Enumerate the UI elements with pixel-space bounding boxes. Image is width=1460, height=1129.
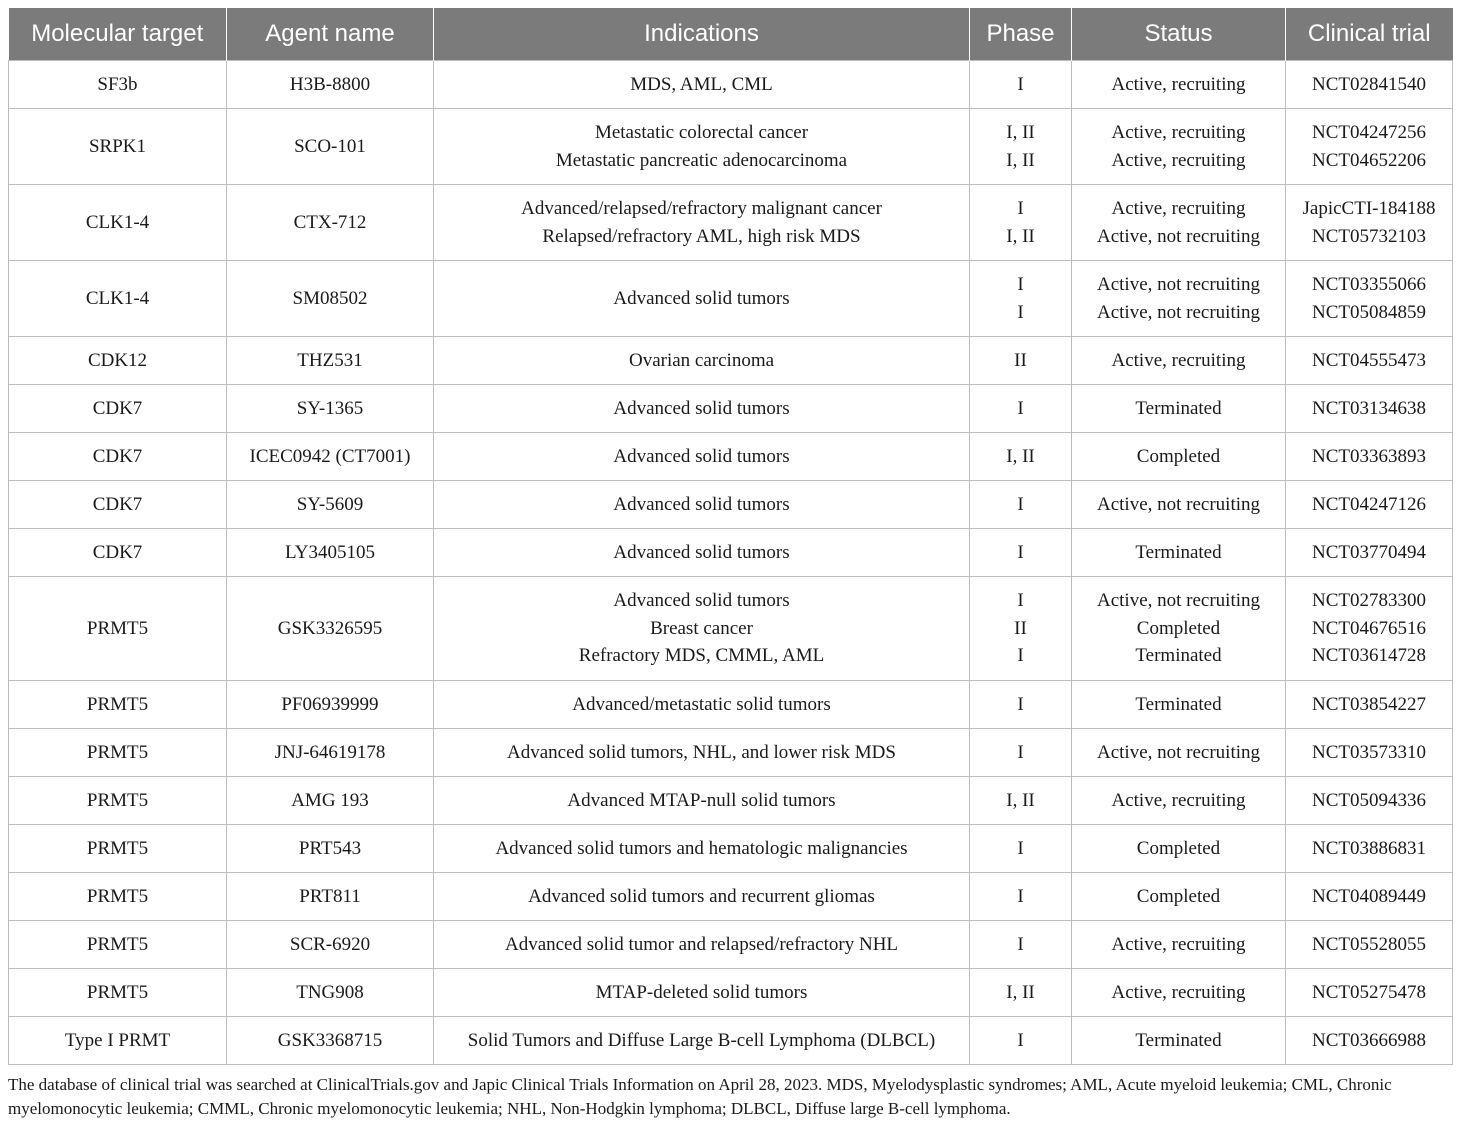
- cell-clinical-trial: [1286, 777, 1453, 825]
- cell-indications-line: Metastatic colorectal cancer: [594, 122, 809, 143]
- cell-phase-line: I: [1017, 590, 1024, 612]
- cell-agent-name: THZ531: [227, 337, 434, 385]
- cell-phase: [970, 729, 1072, 777]
- cell-indications: [434, 337, 970, 385]
- cell-molecular-target: PRMT5: [9, 825, 227, 873]
- cell-phase-line: I: [1017, 541, 1024, 563]
- cell-phase-line: I: [1017, 693, 1024, 715]
- cell-molecular-target: CDK7: [9, 481, 227, 529]
- header-indications: Indications: [434, 8, 970, 61]
- table-row: [9, 825, 1453, 873]
- cell-molecular-target: CLK1-4: [9, 185, 227, 261]
- cell-phase: [970, 61, 1072, 109]
- cell-phase-line: I, II: [1006, 981, 1035, 1003]
- cell-indications-line: Advanced solid tumors: [613, 397, 790, 419]
- table-row: [9, 337, 1453, 385]
- cell-clinical-trial-line: NCT03854227: [1312, 693, 1426, 715]
- cell-status-line: Active, recruiting: [1111, 73, 1246, 95]
- cell-status-line: Active, not recruiting: [1096, 301, 1261, 323]
- cell-clinical-trial: [1286, 1017, 1453, 1065]
- cell-agent-name: LY3405105: [227, 529, 434, 577]
- cell-molecular-target: PRMT5: [9, 777, 227, 825]
- cell-phase-line: I: [1017, 885, 1024, 907]
- cell-indications-line: MDS, AML, CML: [630, 73, 773, 95]
- cell-indications-line: Advanced solid tumors: [613, 445, 790, 467]
- cell-phase-line: I: [1017, 493, 1024, 515]
- table-row: [9, 61, 1453, 109]
- cell-indications: [434, 873, 970, 921]
- cell-status-line: Completed: [1136, 617, 1221, 639]
- cell-indications: [434, 185, 970, 261]
- cell-indications: [434, 777, 970, 825]
- cell-status-line: Active, recruiting: [1111, 981, 1246, 1003]
- cell-molecular-target: SF3b: [9, 61, 227, 109]
- cell-agent-name: PRT811: [227, 873, 434, 921]
- cell-status-line: Active, recruiting: [1111, 933, 1246, 955]
- cell-status-line: Active, recruiting: [1111, 122, 1246, 143]
- cell-status: [1072, 681, 1286, 729]
- table-row: [9, 729, 1453, 777]
- table-row: [9, 1017, 1453, 1065]
- cell-agent-name: PRT543: [227, 825, 434, 873]
- cell-agent-name: H3B-8800: [227, 61, 434, 109]
- cell-molecular-target: PRMT5: [9, 969, 227, 1017]
- cell-indications-line: Advanced solid tumors: [613, 493, 790, 515]
- cell-indications-line: Advanced MTAP-null solid tumors: [567, 789, 836, 811]
- cell-clinical-trial-line: NCT05084859: [1312, 301, 1426, 323]
- cell-clinical-trial-line: NCT04089449: [1312, 885, 1426, 907]
- cell-molecular-target: PRMT5: [9, 873, 227, 921]
- cell-clinical-trial: [1286, 825, 1453, 873]
- cell-clinical-trial-line: NCT03614728: [1312, 645, 1426, 667]
- cell-phase-line: I, II: [1006, 445, 1035, 467]
- cell-phase-line: I: [1017, 645, 1024, 667]
- cell-clinical-trial: [1286, 681, 1453, 729]
- cell-agent-name: SY-5609: [227, 481, 434, 529]
- table-row: [9, 529, 1453, 577]
- cell-status-line: Active, not recruiting: [1096, 274, 1261, 295]
- cell-molecular-target: PRMT5: [9, 921, 227, 969]
- cell-status: [1072, 61, 1286, 109]
- table-row: [9, 873, 1453, 921]
- cell-molecular-target: PRMT5: [9, 577, 227, 681]
- cell-agent-name: SCO-101: [227, 109, 434, 185]
- cell-phase: [970, 825, 1072, 873]
- table-row: [9, 261, 1453, 337]
- cell-phase: [970, 433, 1072, 481]
- cell-clinical-trial-line: NCT02783300: [1312, 590, 1426, 612]
- cell-indications: [434, 61, 970, 109]
- cell-molecular-target: CDK7: [9, 433, 227, 481]
- cell-clinical-trial-line: NCT04247126: [1312, 493, 1426, 515]
- cell-agent-name: AMG 193: [227, 777, 434, 825]
- cell-status: [1072, 777, 1286, 825]
- cell-status: [1072, 969, 1286, 1017]
- cell-phase: [970, 1017, 1072, 1065]
- cell-phase: [970, 969, 1072, 1017]
- cell-status: [1072, 337, 1286, 385]
- table-row: [9, 385, 1453, 433]
- cell-indications: [434, 577, 970, 681]
- cell-status-line: Active, not recruiting: [1096, 590, 1261, 612]
- cell-status: [1072, 385, 1286, 433]
- cell-phase-line: I: [1017, 837, 1024, 859]
- cell-indications-line: Advanced solid tumors and hematologic malignancies: [495, 837, 908, 859]
- table-footnote: The database of clinical trial was searched at ClinicalTrials.gov and Japic Clinical Trials Information on April 28, 2023. MDS, Myelodysplastic syndromes; AML, Acute myeloid leukemia; CML, Chronic myelomonocytic leukemia; CMML, Chronic myelomonocytic leukemia; NHL, Non-Hodgkin lymphoma; DLBCL, Diffuse large B-cell lymphoma.: [8, 1075, 1392, 1118]
- cell-clinical-trial-line: NCT03666988: [1312, 1029, 1426, 1051]
- cell-phase-line: I: [1017, 933, 1024, 955]
- cell-phase: [970, 337, 1072, 385]
- cell-indications-line: MTAP-deleted solid tumors: [595, 981, 808, 1003]
- cell-indications: [434, 1017, 970, 1065]
- cell-clinical-trial: [1286, 873, 1453, 921]
- cell-molecular-target: CDK12: [9, 337, 227, 385]
- cell-clinical-trial: [1286, 385, 1453, 433]
- cell-clinical-trial-line: NCT04247256: [1312, 122, 1426, 143]
- cell-indications-line: Advanced solid tumor and relapsed/refractory NHL: [504, 933, 899, 955]
- cell-agent-name: SCR-6920: [227, 921, 434, 969]
- cell-clinical-trial: [1286, 61, 1453, 109]
- cell-clinical-trial: [1286, 481, 1453, 529]
- cell-status: [1072, 529, 1286, 577]
- cell-phase: [970, 777, 1072, 825]
- cell-status: [1072, 433, 1286, 481]
- cell-status-line: Terminated: [1135, 397, 1222, 419]
- cell-phase-line: II: [1014, 617, 1027, 639]
- cell-agent-name: JNJ-64619178: [227, 729, 434, 777]
- cell-status: [1072, 185, 1286, 261]
- cell-phase-line: I: [1017, 1029, 1024, 1051]
- header-agent-name: Agent name: [227, 8, 434, 61]
- cell-clinical-trial-line: NCT04652206: [1312, 149, 1426, 171]
- table-row: [9, 577, 1453, 681]
- cell-phase-line: I, II: [1006, 789, 1035, 811]
- cell-clinical-trial: [1286, 529, 1453, 577]
- cell-agent-name: CTX-712: [227, 185, 434, 261]
- cell-phase: [970, 385, 1072, 433]
- cell-clinical-trial: [1286, 577, 1453, 681]
- table-row: [9, 433, 1453, 481]
- header-molecular-target: Molecular target: [9, 8, 227, 61]
- cell-indications-line: Ovarian carcinoma: [628, 349, 775, 371]
- cell-molecular-target: Type I PRMT: [9, 1017, 227, 1065]
- cell-indications-line: Advanced solid tumors: [613, 541, 790, 563]
- cell-clinical-trial: [1286, 921, 1453, 969]
- cell-indications-line: Advanced/metastatic solid tumors: [572, 693, 831, 715]
- cell-indications-line: Advanced solid tumors: [613, 287, 790, 309]
- cell-phase: [970, 185, 1072, 261]
- cell-indications: [434, 921, 970, 969]
- cell-indications: [434, 433, 970, 481]
- cell-clinical-trial: [1286, 729, 1453, 777]
- cell-agent-name: GSK3368715: [227, 1017, 434, 1065]
- header-status: Status: [1072, 8, 1286, 61]
- cell-phase-line: I: [1017, 301, 1024, 323]
- cell-phase: [970, 481, 1072, 529]
- cell-status-line: Active, recruiting: [1111, 349, 1246, 371]
- cell-clinical-trial-line: NCT03886831: [1312, 837, 1426, 859]
- cell-clinical-trial: [1286, 261, 1453, 337]
- cell-phase: [970, 873, 1072, 921]
- cell-molecular-target: CDK7: [9, 385, 227, 433]
- cell-indications: [434, 481, 970, 529]
- cell-status-line: Terminated: [1135, 693, 1222, 715]
- cell-phase: [970, 109, 1072, 185]
- cell-clinical-trial-line: NCT03355066: [1312, 274, 1426, 295]
- cell-indications: [434, 385, 970, 433]
- cell-clinical-trial: [1286, 185, 1453, 261]
- cell-phase: [970, 529, 1072, 577]
- cell-clinical-trial-line: NCT05094336: [1312, 789, 1426, 811]
- header-phase: Phase: [970, 8, 1072, 61]
- table-row: [9, 921, 1453, 969]
- cell-indications-line: Breast cancer: [650, 617, 753, 639]
- cell-phase: [970, 921, 1072, 969]
- cell-status-line: Active, not recruiting: [1096, 225, 1261, 247]
- clinical-trials-table: [8, 8, 1453, 1065]
- table-row: [9, 969, 1453, 1017]
- table-row: [9, 185, 1453, 261]
- cell-clinical-trial-line: NCT03134638: [1312, 397, 1426, 419]
- cell-clinical-trial: [1286, 433, 1453, 481]
- table-header: [9, 8, 1453, 61]
- cell-phase-line: I: [1017, 274, 1024, 295]
- cell-clinical-trial-line: NCT03573310: [1312, 741, 1426, 763]
- cell-status-line: Active, not recruiting: [1096, 741, 1261, 763]
- cell-indications: [434, 109, 970, 185]
- cell-clinical-trial: [1286, 337, 1453, 385]
- cell-clinical-trial: [1286, 969, 1453, 1017]
- table-row: [9, 681, 1453, 729]
- cell-status: [1072, 729, 1286, 777]
- cell-indications-line: Advanced/relapsed/refractory malignant cancer: [521, 198, 882, 219]
- cell-status-line: Terminated: [1135, 645, 1222, 667]
- cell-agent-name: PF06939999: [227, 681, 434, 729]
- cell-indications-line: Relapsed/refractory AML, high risk MDS: [542, 225, 861, 247]
- cell-agent-name: GSK3326595: [227, 577, 434, 681]
- cell-molecular-target: PRMT5: [9, 729, 227, 777]
- cell-phase-line: I, II: [1006, 225, 1035, 247]
- cell-phase-line: I: [1017, 397, 1024, 419]
- cell-agent-name: ICEC0942 (CT7001): [227, 433, 434, 481]
- cell-status-line: Active, not recruiting: [1096, 493, 1261, 515]
- cell-status-line: Completed: [1136, 837, 1221, 859]
- cell-indications: [434, 729, 970, 777]
- cell-clinical-trial-line: NCT02841540: [1312, 73, 1426, 95]
- cell-indications-line: Advanced solid tumors and recurrent gliomas: [528, 885, 875, 907]
- cell-status: [1072, 825, 1286, 873]
- cell-phase-line: I, II: [1006, 149, 1035, 171]
- cell-indications-line: Solid Tumors and Diffuse Large B-cell Lymphoma (DLBCL): [467, 1029, 936, 1051]
- table-row: [9, 777, 1453, 825]
- cell-indications: [434, 825, 970, 873]
- cell-clinical-trial-line: NCT05275478: [1312, 981, 1426, 1003]
- cell-molecular-target: PRMT5: [9, 681, 227, 729]
- cell-status: [1072, 261, 1286, 337]
- cell-indications-line: Refractory MDS, CMML, AML: [578, 645, 825, 667]
- table-row: [9, 109, 1453, 185]
- cell-status: [1072, 109, 1286, 185]
- header-clinical-trial: Clinical trial: [1286, 8, 1453, 61]
- cell-status-line: Terminated: [1135, 1029, 1222, 1051]
- cell-indications-line: Advanced solid tumors: [613, 590, 790, 612]
- cell-clinical-trial: [1286, 109, 1453, 185]
- cell-status: [1072, 481, 1286, 529]
- cell-clinical-trial-line: JapicCTI-184188: [1302, 198, 1436, 219]
- cell-indications: [434, 261, 970, 337]
- cell-molecular-target: CLK1-4: [9, 261, 227, 337]
- cell-status-line: Active, recruiting: [1111, 198, 1246, 219]
- cell-status: [1072, 921, 1286, 969]
- cell-status: [1072, 1017, 1286, 1065]
- cell-clinical-trial-line: NCT05528055: [1312, 933, 1426, 955]
- cell-molecular-target: CDK7: [9, 529, 227, 577]
- cell-status-line: Completed: [1136, 885, 1221, 907]
- table-body: [9, 61, 1453, 1065]
- cell-clinical-trial-line: NCT03770494: [1312, 541, 1426, 563]
- cell-agent-name: SM08502: [227, 261, 434, 337]
- table-container: [8, 8, 1452, 1065]
- cell-indications-line: Metastatic pancreatic adenocarcinoma: [555, 149, 848, 171]
- cell-indications: [434, 681, 970, 729]
- cell-phase: [970, 577, 1072, 681]
- cell-indications-line: Advanced solid tumors, NHL, and lower risk MDS: [507, 741, 896, 763]
- cell-clinical-trial-line: NCT03363893: [1312, 445, 1426, 467]
- cell-phase-line: I: [1017, 198, 1024, 219]
- cell-phase-line: II: [1014, 349, 1027, 371]
- header-row: [9, 8, 1453, 61]
- cell-clinical-trial-line: NCT04676516: [1312, 617, 1426, 639]
- cell-phase-line: I, II: [1006, 122, 1035, 143]
- cell-clinical-trial-line: NCT05732103: [1312, 225, 1426, 247]
- table-row: [9, 481, 1453, 529]
- cell-status: [1072, 873, 1286, 921]
- cell-molecular-target: SRPK1: [9, 109, 227, 185]
- cell-indications: [434, 969, 970, 1017]
- cell-agent-name: SY-1365: [227, 385, 434, 433]
- cell-status-line: Active, recruiting: [1111, 789, 1246, 811]
- cell-agent-name: TNG908: [227, 969, 434, 1017]
- cell-status: [1072, 577, 1286, 681]
- cell-status-line: Terminated: [1135, 541, 1222, 563]
- cell-phase-line: I: [1017, 73, 1024, 95]
- cell-indications: [434, 529, 970, 577]
- cell-phase-line: I: [1017, 741, 1024, 763]
- cell-phase: [970, 261, 1072, 337]
- cell-phase: [970, 681, 1072, 729]
- cell-status-line: Completed: [1136, 445, 1221, 467]
- cell-status-line: Active, recruiting: [1111, 149, 1246, 171]
- cell-clinical-trial-line: NCT04555473: [1312, 349, 1426, 371]
